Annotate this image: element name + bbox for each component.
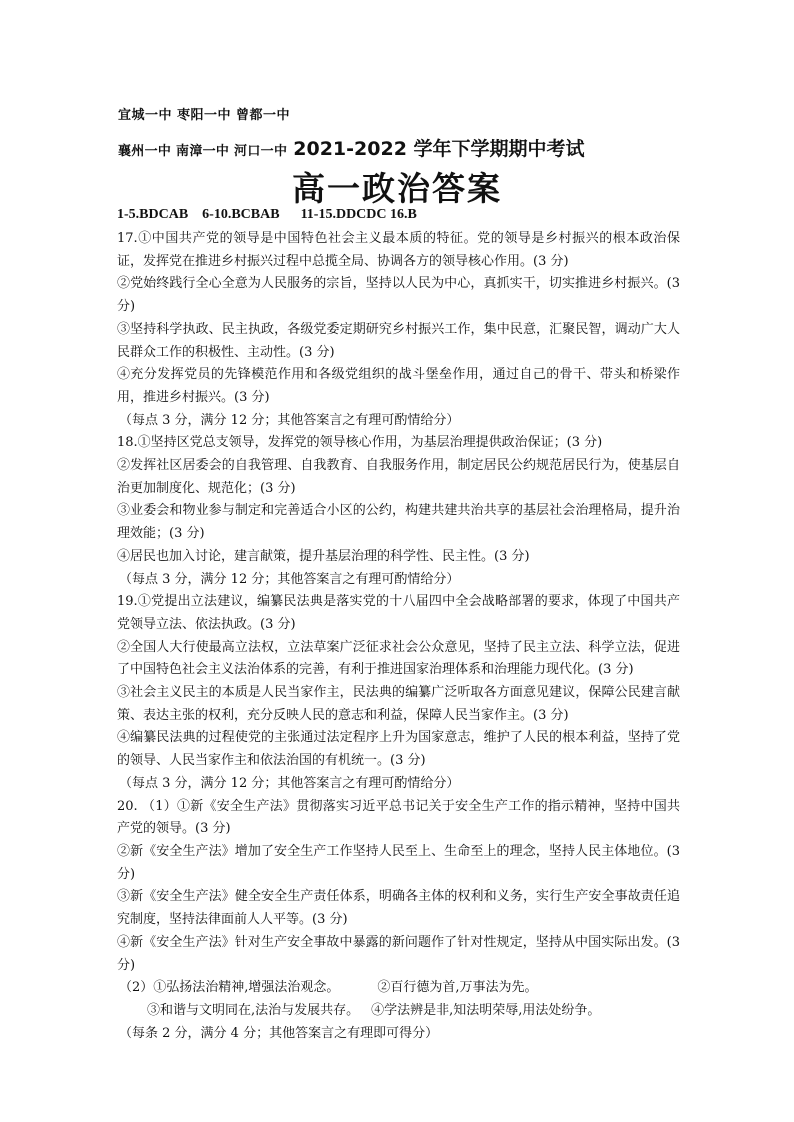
q20-part-2-row-1	[117, 977, 680, 1000]
q19-scoring-note: （每点 3 分，满分 12 分；其他答案言之有理可酌情给分）	[119, 775, 460, 791]
q20-scoring-note: （每条 2 分，满分 4 分；其他答案言之有理即可得分）	[119, 1025, 439, 1041]
page-title: 高一政治答案	[292, 169, 502, 208]
q17-point-3: ③坚持科学执政、民主执政，各级党委定期研究乡村振兴工作，集中民意，汇聚民智，调动广大人民群众工作的积极性、主动性。(3 分)	[117, 321, 680, 360]
exam-title: 2021-2022 学年下学期期中考试	[293, 138, 585, 160]
q19-point-1: 19.①党提出立法建议，编纂民法典是落实党的十八届四中全会战略部署的要求，体现了中国共产党领导立法、依法执政。(3 分)	[117, 594, 680, 632]
schools-line-2: 襄州一中 南漳一中 河口一中	[118, 144, 288, 159]
q18-point-3: ③业委会和物业参与制定和完善适合小区的公约，构建共建共治共享的基层社会治理格局，提升治理效能；(3 分)	[117, 503, 680, 542]
q18-scoring-note: （每点 3 分，满分 12 分；其他答案言之有理可酌情给分）	[119, 571, 460, 587]
exam-header	[118, 134, 585, 161]
question-19-answer	[117, 591, 680, 795]
answer-body	[117, 228, 680, 1045]
question-18-answer	[117, 432, 680, 591]
q20-point-3: ③新《安全生产法》健全安全生产责任体系，明确各主体的权利和义务，实行生产安全事故责任追究制度，坚持法律面前人人平等。(3 分)	[117, 889, 680, 928]
q18-point-1: 18.①坚持区党总支领导，发挥党的领导核心作用，为基层治理提供政治保证；(3 分)	[117, 435, 603, 451]
q17-scoring-note: （每点 3 分，满分 12 分；其他答案言之有理可酌情给分）	[119, 412, 460, 428]
question-17-answer	[117, 228, 680, 432]
q20-point-1: 20. （1）①新《安全生产法》贯彻落实习近平总书记关于安全生产工作的指示精神，坚持中国共产党的领导。(3 分)	[117, 798, 680, 837]
q17-point-1: 17.①中国共产党的领导是中国特色社会主义最本质的特征。党的领导是乡村振兴的根本政治保证，发挥党在推进乡村振兴过程中总揽全局、协调各方的领导核心作用。(3 分)	[117, 231, 680, 269]
q20-part-2-item-1: （2）①弘扬法治精神,增强法治观念。	[119, 980, 340, 996]
q18-point-4: ④居民也加入讨论，建言献策，提升基层治理的科学性、民主性。(3 分)	[117, 548, 530, 564]
q20-point-4: ④新《安全生产法》针对生产安全事故中暴露的新问题作了针对性规定，坚持从中国实际出发。(3 分)	[117, 934, 680, 973]
q19-point-4: ④编纂民法典的过程使党的主张通过法定程序上升为国家意志，维护了人民的根本利益，坚持了党的领导、人民当家作主和依法治国的有机统一。(3 分)	[117, 730, 680, 769]
q19-point-3: ③社会主义民主的本质是人民当家作主，民法典的编纂广泛听取各方面意见建议，保障公民建言献策、表达主张的权利，充分反映人民的意志和利益，保障人民当家作主。(3 分)	[117, 685, 680, 723]
schools-line-1: 宜城一中 枣阳一中 曾都一中	[118, 108, 291, 123]
multiple-choice-answer-key: 1-5.BDCAB 6-10.BCBAB 11-15.DDCDC 16.B	[117, 207, 417, 222]
q20-point-2: ②新《安全生产法》增加了安全生产工作坚持人民至上、生命至上的理念，坚持人民主体地位。(3 分)	[117, 843, 680, 882]
q20-part-2-item-4: ④学法辨是非,知法明荣辱,用法处纷争。	[371, 1002, 601, 1018]
q20-part-2-item-2: ②百行德为首,万事法为先。	[377, 980, 538, 996]
q18-point-2: ②发挥社区居委会的自我管理、自我教育、自我服务作用，制定居民公约规范居民行为，使基层自治更加制度化、规范化；(3 分)	[117, 458, 680, 496]
q17-point-2: ②党始终践行全心全意为人民服务的宗旨，坚持以人民为中心，真抓实干，切实推进乡村振兴。(3 分)	[117, 276, 680, 315]
q19-point-2: ②全国人大行使最高立法权，立法草案广泛征求社会公众意见，坚持了民主立法、科学立法，促进了中国特色社会主义法治体系的完善，有利于推进国家治理体系和治理能力现代化。(3 分)	[117, 639, 680, 678]
q20-part-2-item-3: ③和谐与文明同在,法治与发展共存。	[147, 1002, 360, 1018]
q17-point-4: ④充分发挥党员的先锋模范作用和各级党组织的战斗堡垒作用，通过自己的骨干、带头和桥梁作用，推进乡村振兴。(3 分)	[117, 367, 680, 405]
q20-part-2-row-2	[117, 1000, 680, 1023]
question-20-answer	[117, 796, 680, 1046]
